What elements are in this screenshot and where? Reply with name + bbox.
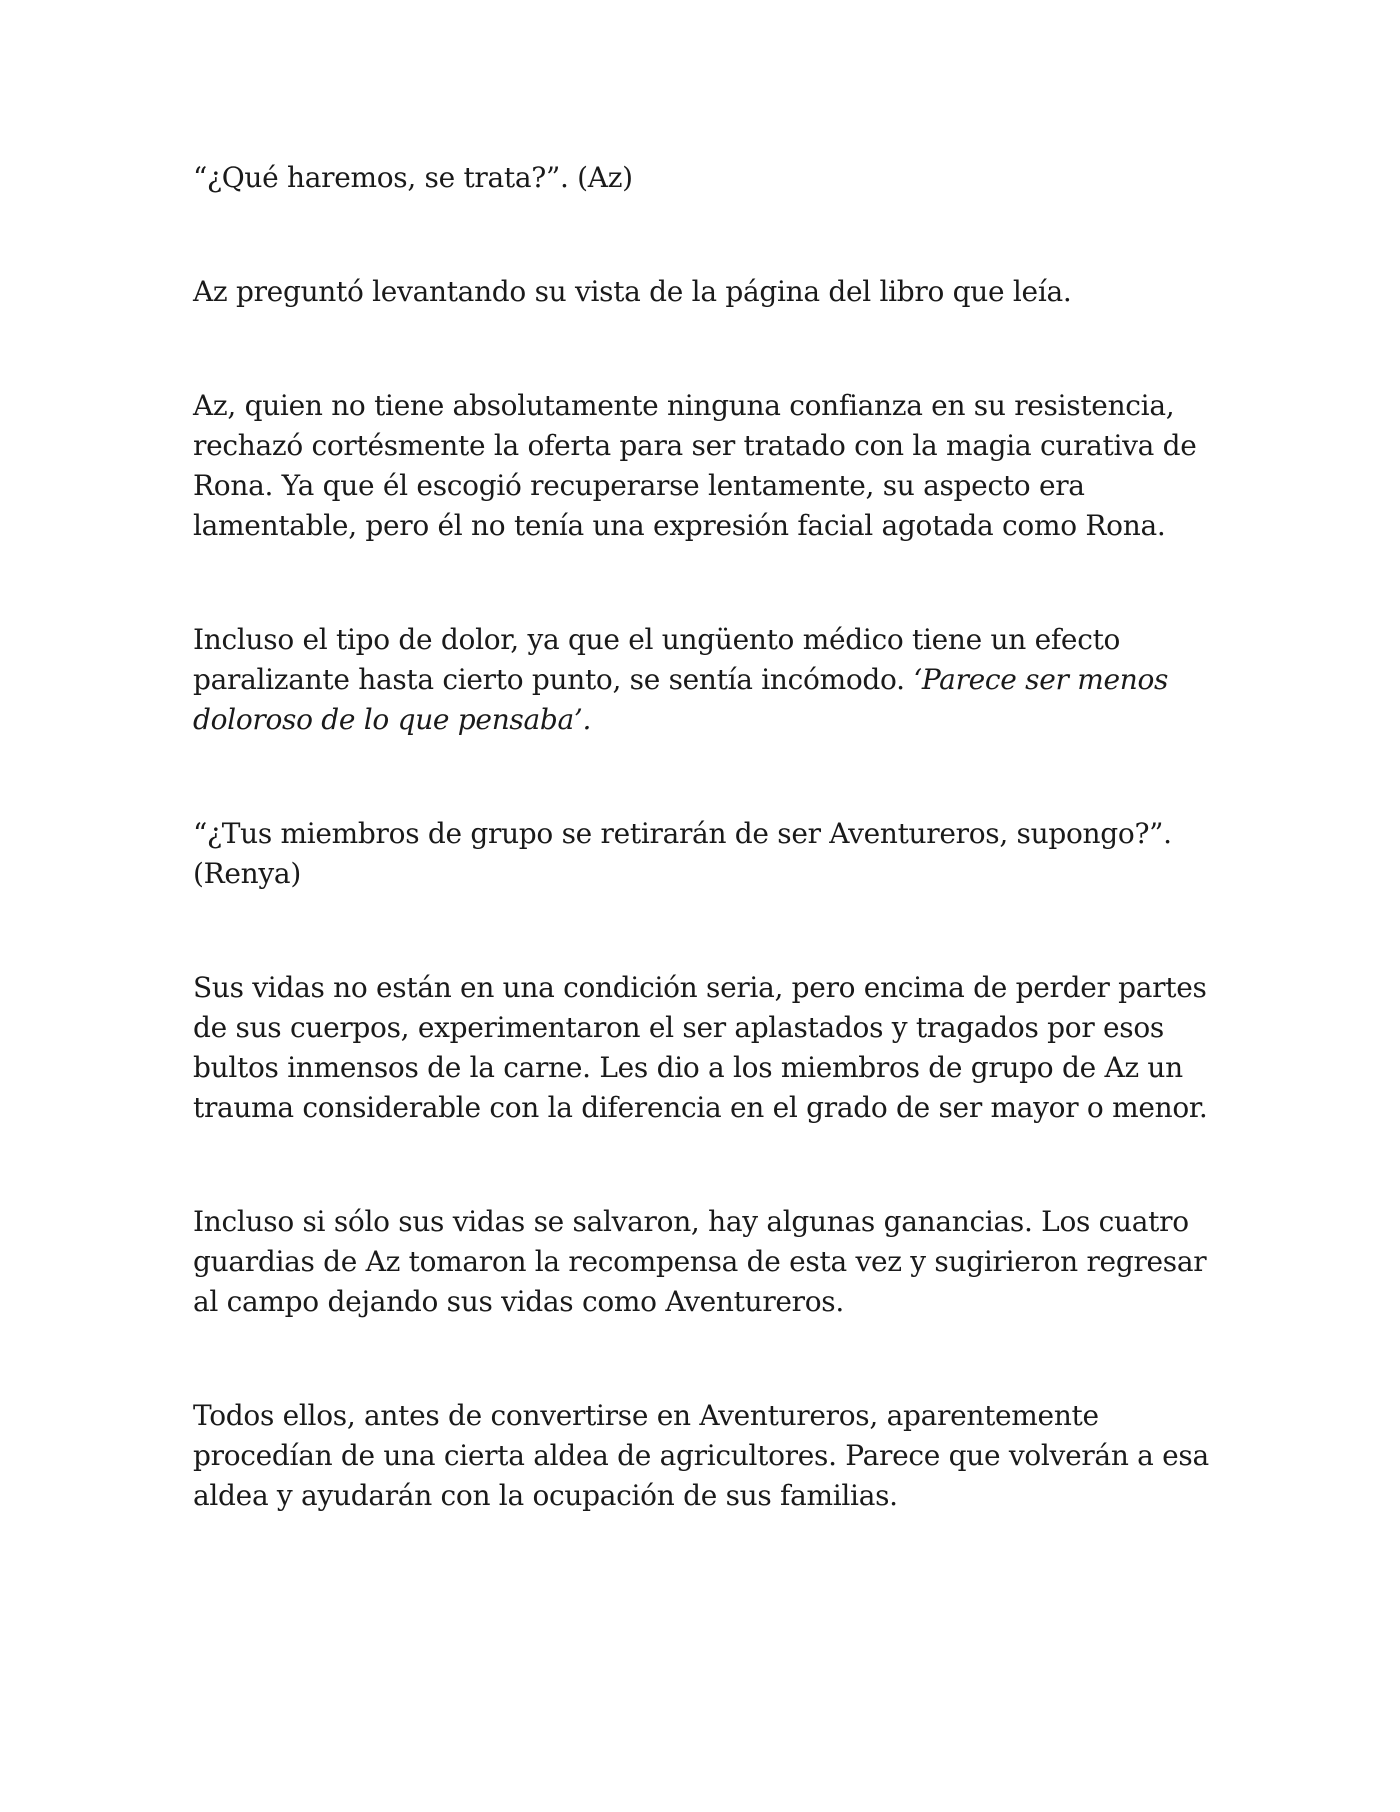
- paragraph-4-text: Incluso el tipo de dolor, ya que el ungüento médico tiene un efecto paralizante hasta cierto punto, se sentía incómodo.: [193, 623, 1121, 696]
- paragraph-8: [193, 1396, 1213, 1516]
- paragraph-2: [193, 272, 1213, 312]
- paragraph-8-text: Todos ellos, antes de convertirse en Aventureros, aparentemente procedían de una cierta aldea de agricultores. Parece que volverán a esa aldea y ayudarán con la ocupación de sus familias.: [193, 1399, 1209, 1512]
- paragraph-4-italic-thought: ‘Parece ser menos doloroso de lo que pensaba’.: [193, 663, 1169, 736]
- document-body: [193, 158, 1213, 1516]
- paragraph-7: [193, 1202, 1213, 1322]
- paragraph-3: [193, 386, 1213, 546]
- paragraph-1-text: “¿Qué haremos, se trata?”. (Az): [193, 161, 633, 194]
- paragraph-3-text: Az, quien no tiene absolutamente ninguna confianza en su resistencia, rechazó cortésmente la oferta para ser tratado con la magia curativa de Rona. Ya que él escogió recuperarse lentamente, su aspecto era lamentable, pero él no tenía una expresión facial agotada como Rona.: [193, 389, 1197, 542]
- paragraph-1: [193, 158, 1213, 198]
- paragraph-4: [193, 620, 1213, 740]
- paragraph-6-text: Sus vidas no están en una condición seria, pero encima de perder partes de sus cuerpos, experimentaron el ser aplastados y tragados por esos bultos inmensos de la carne. Les dio a los miembros de grupo de Az un trauma considerable con la diferencia en el grado de ser mayor o menor.: [193, 971, 1208, 1124]
- paragraph-2-text: Az preguntó levantando su vista de la página del libro que leía.: [193, 275, 1072, 308]
- paragraph-7-text: Incluso si sólo sus vidas se salvaron, hay algunas ganancias. Los cuatro guardias de Az tomaron la recompensa de esta vez y sugirieron regresar al campo dejando sus vidas como Aventureros.: [193, 1205, 1207, 1318]
- paragraph-5-text: “¿Tus miembros de grupo se retirarán de ser Aventureros, supongo?”. (Renya): [193, 817, 1172, 890]
- paragraph-5: [193, 814, 1213, 894]
- paragraph-6: [193, 968, 1213, 1128]
